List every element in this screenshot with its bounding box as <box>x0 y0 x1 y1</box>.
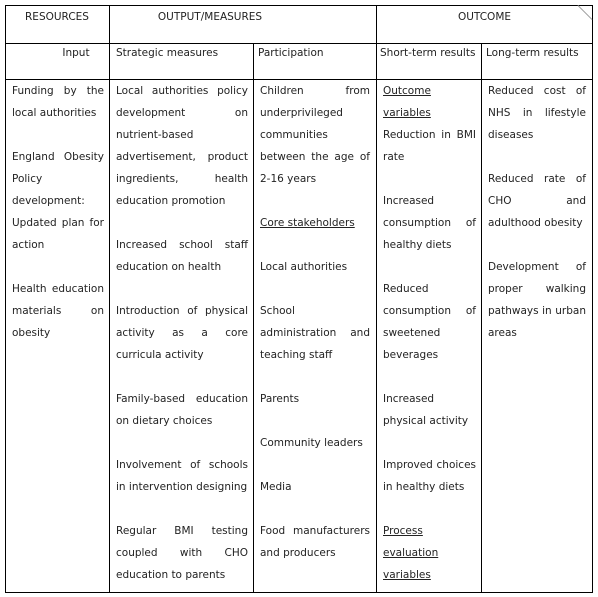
long-term-item: Reduced rate of CHO and adulthood obesity <box>488 173 586 229</box>
subheader-short-term-results: Short-term results <box>380 47 476 59</box>
column-short-term-results <box>377 80 482 586</box>
subheader-long-term-results: Long-term results <box>486 47 579 59</box>
column-long-term-results <box>482 80 592 344</box>
subheader-input: Input <box>62 47 90 59</box>
participation-item: Children from underprivileged communities between the age of 2-16 years <box>260 85 370 185</box>
header-output-measures: OUTPUT/MEASURES <box>157 11 263 23</box>
participation-item: Media <box>260 481 292 493</box>
column-participation <box>254 80 376 564</box>
strategic-item: Family-based education on dietary choices <box>116 393 248 427</box>
column-input <box>6 80 110 344</box>
logic-model-table <box>5 5 593 593</box>
column-strategic-measures <box>110 80 254 586</box>
input-item: Health education materials on obesity <box>12 283 104 339</box>
participation-item: Parents <box>260 393 300 405</box>
strategic-item: Involvement of schools in intervention designing <box>116 459 248 493</box>
participation-item: Community leaders <box>260 437 363 449</box>
short-term-item: Process evaluation variables <box>383 525 439 581</box>
participation-item: Core stakeholders <box>260 217 355 229</box>
input-item: England Obesity Policy development: Updated plan for action <box>12 151 104 251</box>
participation-item: School administration and teaching staff <box>260 305 370 361</box>
short-term-item: Reduction in BMI rate <box>383 129 476 163</box>
header-outcome: OUTCOME <box>457 11 512 23</box>
short-term-item: Improved choices in healthy diets <box>383 459 476 493</box>
strategic-item: Introduction of physical activity as a core curricula activity <box>116 305 248 361</box>
long-term-item: Development of proper walking pathways in urban areas <box>488 261 586 339</box>
strategic-item: Regular BMI testing coupled with CHO education to parents <box>116 525 248 581</box>
strategic-item: Increased school staff education on health <box>116 239 248 273</box>
short-term-item: Outcome variables <box>383 85 431 119</box>
participation-item: Local authorities <box>260 261 348 273</box>
long-term-item: Reduced cost of NHS in lifestyle diseases <box>488 85 586 141</box>
participation-item: Food manufacturers and producers <box>260 525 370 559</box>
strategic-item: Local authorities policy development on nutrient-based advertisement, product ingredients, health education promotion <box>116 85 248 207</box>
subheader-participation: Participation <box>258 47 324 59</box>
header-resources: RESOURCES <box>25 11 89 23</box>
input-item: Funding by the local authorities <box>12 85 104 119</box>
short-term-item: Increased physical activity <box>383 393 469 427</box>
short-term-item: Increased consumption of healthy diets <box>383 195 476 251</box>
short-term-item: Reduced consumption of sweetened beverages <box>383 283 476 361</box>
subheader-strategic-measures: Strategic measures <box>116 47 219 59</box>
